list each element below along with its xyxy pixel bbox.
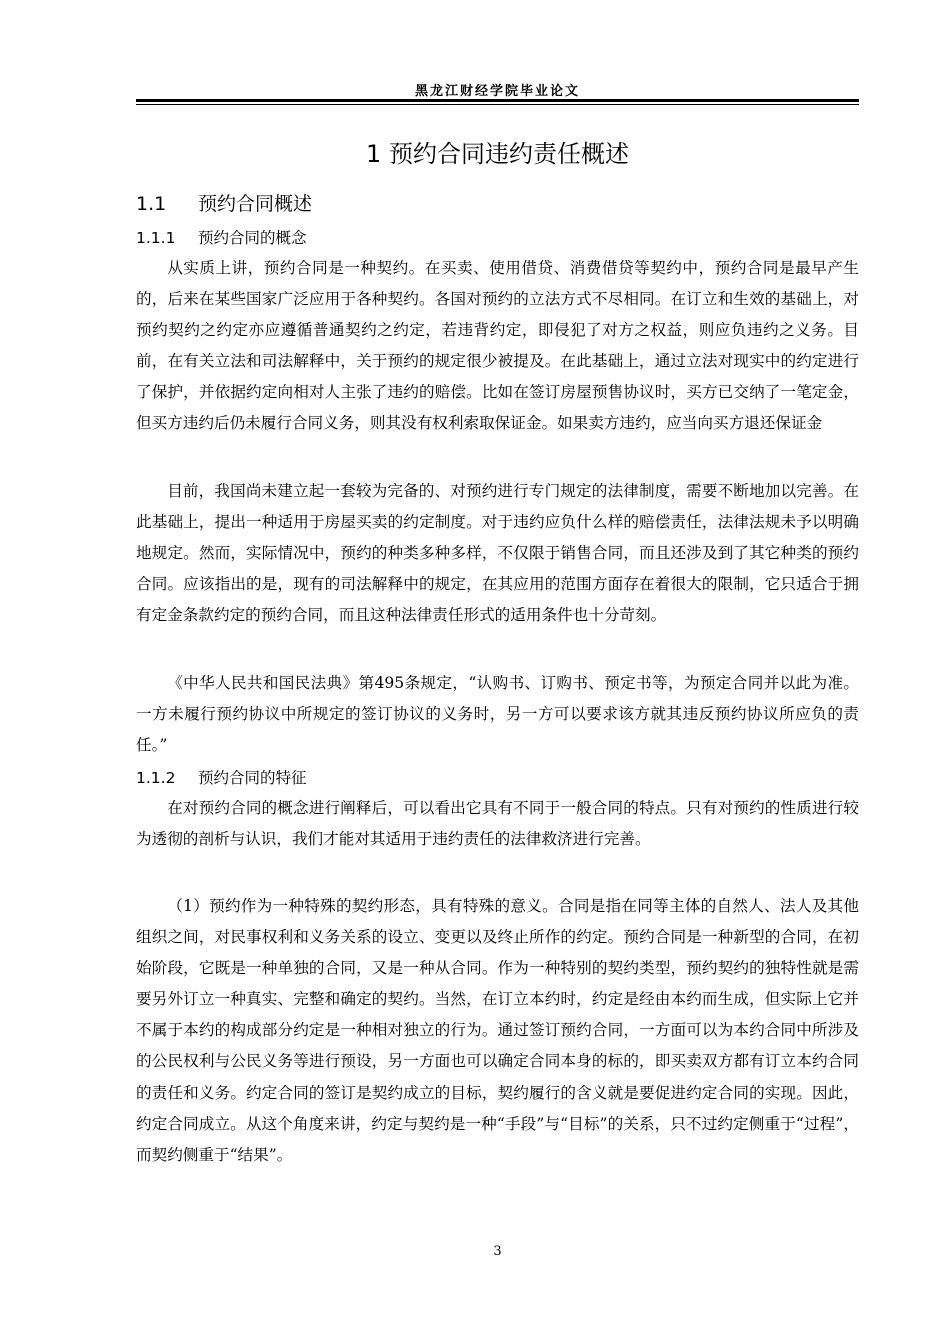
subsection-title: 预约合同的概念 — [198, 229, 307, 247]
subsection-number: 1.1.2 — [136, 769, 176, 787]
page-number: 3 — [493, 1244, 502, 1259]
section-title: 预约合同概述 — [198, 193, 313, 215]
paragraph-3: 《中华人民共和国民法典》第495条规定，“认购书、订购书、预定书等，为预定合同并以此为准。一方未履行预约协议中所规定的签订协议的义务时，另一方可以要求该方就其违反预约协议所应负的责任。” — [136, 674, 859, 755]
subsection-title: 预约合同的特征 — [198, 769, 307, 787]
header-rule-thin — [136, 104, 859, 105]
running-header: 黑龙江财经学院毕业论文 — [414, 84, 580, 99]
subsection-number: 1.1.1 — [136, 229, 176, 247]
header-rule-thick — [136, 99, 859, 102]
subsection-heading-1-1-2 — [136, 766, 307, 788]
section-heading-1-1 — [136, 189, 312, 216]
section-number: 1.1 — [136, 193, 167, 215]
paragraph-2: 目前，我国尚未建立起一套较为完备的、对预约进行专门规定的法律制度，需要不断地加以完善。在此基础上，提出一种适用于房屋买卖的约定制度。对于违约应负什么样的赔偿责任，法律法规未予以明确地规定。然而，实际情况中，预约的种类多种多样，不仅限于销售合同，而且还涉及到了其它种类的预约合同。应该指出的是，现有的司法解释中的规定，在其应用的范围方面存在着很大的限制，它只适合于拥有定金条款约定的预约合同，而且这种法律责任形式的适用条件也十分苛刻。 — [136, 482, 859, 625]
paragraph-1: 从实质上讲，预约合同是一种契约。在买卖、使用借贷、消费借贷等契约中，预约合同是最早产生的，后来在某些国家广泛应用于各种契约。各国对预约的立法方式不尽相同。在订立和生效的基础上，对预约契约之约定亦应遵循普通契约之约定，若违背约定，即侵犯了对方之权益，则应负违约之义务。目前，在有关立法和司法解释中，关于预约的规定很少被提及。在此基础上，通过立法对现实中的约定进行了保护，并依据约定向相对人主张了违约的赔偿。比如在签订房屋预售协议时，买方已交纳了一笔定金，但买方违约后仍未履行合同义务，则其没有权利索取保证金。如果卖方违约，应当向买方退还保证金 — [136, 259, 859, 433]
paragraph-4: 在对预约合同的概念进行阐释后，可以看出它具有不同于一般合同的特点。只有对预约的性质进行较为透彻的剖析与认识，我们才能对其适用于违约责任的法律救济进行完善。 — [136, 799, 859, 849]
subsection-heading-1-1-1 — [136, 226, 307, 248]
chapter-title: 1 预约合同违约责任概述 — [366, 140, 629, 168]
paragraph-5: （1）预约作为一种特殊的契约形态，具有特殊的意义。合同是指在同等主体的自然人、法人及其他组织之间，对民事权利和义务关系的设立、变更以及终止所作的约定。预约合同是一种新型的合同，在初始阶段，它既是一种单独的合同，又是一种从合同。作为一种特别的契约类型，预约契约的独特性就是需要另外订立一种真实、完整和确定的契约。当然，在订立本约时，约定是经由本约而生成，但实际上它并不属于本约的构成部分约定是一种相对独立的行为。通过签订预约合同，一方面可以为本约合同中所涉及的公民权利与公民义务等进行预设，另一方面也可以确定合同本身的标的，即买卖双方都有订立本约合同的责任和义务。约定合同的签订是契约成立的目标，契约履行的含义就是要促进约定合同的实现。因此，约定合同成立。从这个角度来讲，约定与契约是一种“手段”与“目标”的关系，只不过约定侧重于“过程”，而契约侧重于“结果”。 — [136, 897, 859, 1164]
